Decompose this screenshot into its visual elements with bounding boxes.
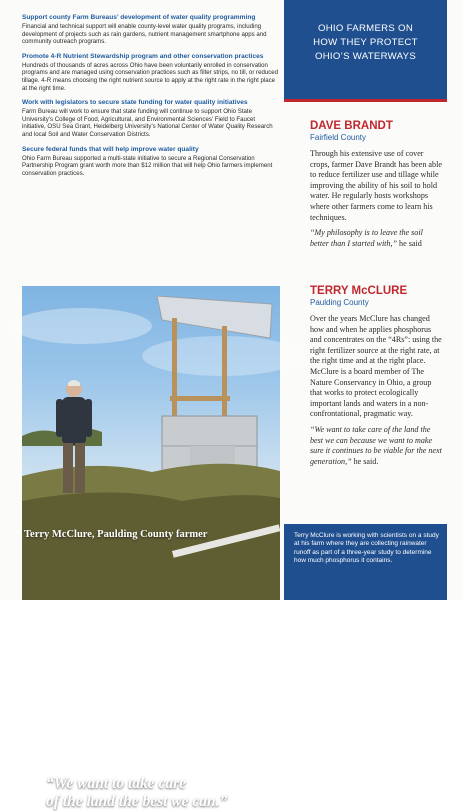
- section-banner: [284, 0, 447, 102]
- priorities-column: [22, 14, 280, 184]
- profile-quote: [310, 228, 442, 249]
- section-body: Hundreds of thousands of acres across Ohio have been voluntarily enrolled in conservation programs and are managed using conservation practices such as filter strips, no till, or reduced tillage. 4-R means choosing the right nutrient source to apply at the right rate in the right place at the right time.: [22, 61, 279, 92]
- photo-caption: Terry McClure is working with scientists on a study at his farm where they are collecting rainwater runoff as part of a three-year study to determine how much phosphorus it contains.: [294, 532, 439, 564]
- profile-quote-tail: he said.: [351, 456, 379, 466]
- profile-body: Over the years McClure has changed how and when he applies phosphorus and concentrates on the “4Rs”: using the right fertilizer source at the right rate, at the right time and at the right place. McClure is a board member of The Nature Conservancy in Ohio, a group that works to protect ecologically important lands and waters in a non-confrontational, pragmatic way.: [310, 314, 442, 419]
- section-4r-stewardship: [22, 53, 280, 92]
- profile-dave-brandt: [310, 120, 442, 249]
- quote-attribution: Terry McClure, Paulding County farmer: [24, 529, 208, 540]
- profile-county: Paulding County: [310, 298, 369, 307]
- section-heading: Secure federal funds that will help improve water quality: [22, 145, 199, 153]
- section-body: Farm Bureau will work to ensure that state funding will continue to support Ohio State University’s College of Food, Agricultural, and Environmental Sciences’ Field to Faucet initiative, OSU Sea Grant, Heidelberg University’s National Center of Water Quality Research and local Soil and Water Conservation Districts.: [22, 108, 273, 138]
- pull-quote-line: “We want to take care: [46, 775, 187, 792]
- section-heading: Support county Farm Bureaus’ development of water quality programming: [22, 14, 256, 21]
- profile-name: TERRY McCLURE: [310, 285, 408, 297]
- section-heading: Work with legislators to secure state funding for water quality initiatives: [22, 99, 248, 107]
- farmer-photo: [22, 286, 280, 810]
- section-heading: Promote 4-R Nutrient Stewardship program and other conservation practices: [22, 52, 264, 60]
- section-county-programming: [22, 14, 280, 46]
- profile-quote-text: “We want to take care of the land the best we can because we want to make sure it continues to be viable for the next generation,”: [310, 424, 442, 466]
- section-federal-funds: [22, 146, 280, 178]
- pull-quote: [46, 775, 286, 811]
- profile-quote: [310, 425, 442, 467]
- photo-illustration: [22, 286, 280, 600]
- profile-terry-mcclure: [310, 285, 442, 467]
- profile-quote-text: “My philosophy is to leave the soil better than I started with,”: [310, 228, 423, 248]
- section-body: Ohio Farm Bureau supported a multi-state initiative to secure a Regional Conservation Partnership Program grant worth more than $12 million that will help Ohio farmers implement conservation practices.: [22, 154, 273, 177]
- profile-quote-tail: he said: [397, 238, 422, 248]
- banner-line: OHIO FARMERS ON: [317, 23, 414, 34]
- banner-line: HOW THEY PROTECT: [313, 37, 418, 48]
- profile-body: Through his extensive use of cover crops, farmer Dave Brandt has been able to reduce fertilizer use and tillage while improving the ability of his soil to hold water. He regularly hosts workshops where other farmers come to learn his techniques.: [310, 149, 442, 222]
- banner-line: OHIO’S WATERWAYS: [314, 51, 417, 62]
- pull-quote-line: of the land the best we can.”: [46, 793, 228, 810]
- profile-county: Fairfield County: [310, 133, 367, 142]
- photo-caption-box: [284, 524, 447, 600]
- banner-title: [284, 22, 447, 64]
- section-state-funding: [22, 99, 280, 138]
- profile-name: DAVE BRANDT: [310, 120, 393, 132]
- section-body: Financial and technical support will enable county-level water quality programs, including development of projects such as rain gardens, nutrient management smartphone apps and community outreach programs.: [22, 23, 267, 46]
